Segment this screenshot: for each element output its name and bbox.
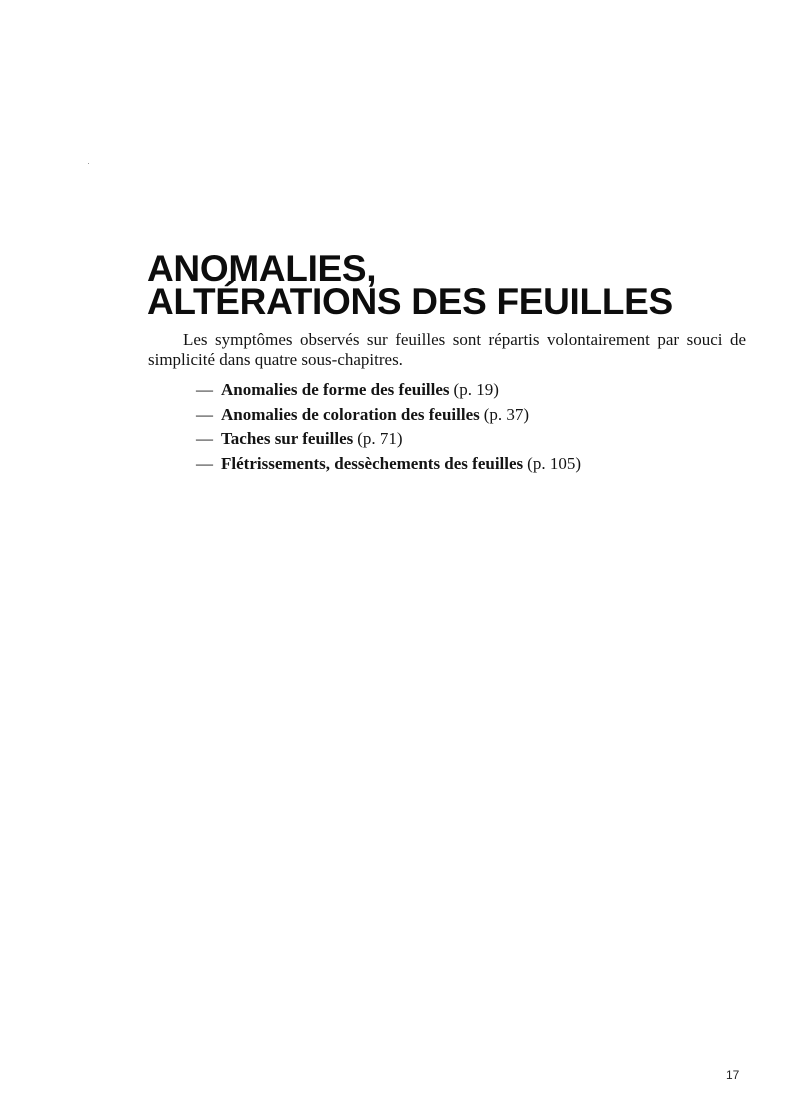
section-title: Taches sur feuilles bbox=[221, 429, 354, 448]
section-dash: — bbox=[196, 404, 213, 424]
section-list bbox=[196, 378, 581, 476]
section-item bbox=[196, 452, 581, 477]
section-item bbox=[196, 427, 581, 452]
chapter-title-line-2: ALTÉRATIONS DES FEUILLES bbox=[147, 281, 673, 322]
section-item bbox=[196, 403, 581, 428]
section-page-ref: (p. 19) bbox=[453, 380, 499, 399]
section-title: Flétrissements, dessèchements des feuilles bbox=[221, 453, 524, 473]
section-title: Anomalies de coloration des feuilles bbox=[221, 404, 480, 424]
page-number: 17 bbox=[726, 1068, 740, 1082]
chapter-title bbox=[147, 248, 673, 322]
chapter-title-line-1: ANOMALIES, bbox=[147, 248, 377, 289]
section-title: Anomalies de forme des feuilles bbox=[221, 380, 450, 399]
section-page-ref: (p. 105) bbox=[527, 453, 581, 473]
scan-speck bbox=[88, 163, 89, 164]
section-dash: — bbox=[196, 429, 213, 448]
intro-paragraph: Les symptômes observés sur feuilles sont répartis volontairement par souci de simplicité dans quatre sous-chapitres. bbox=[148, 330, 746, 369]
section-item bbox=[196, 378, 581, 403]
section-page-ref: (p. 71) bbox=[357, 429, 403, 448]
section-dash: — bbox=[196, 453, 213, 473]
section-page-ref: (p. 37) bbox=[483, 404, 530, 424]
section-dash: — bbox=[196, 380, 213, 399]
